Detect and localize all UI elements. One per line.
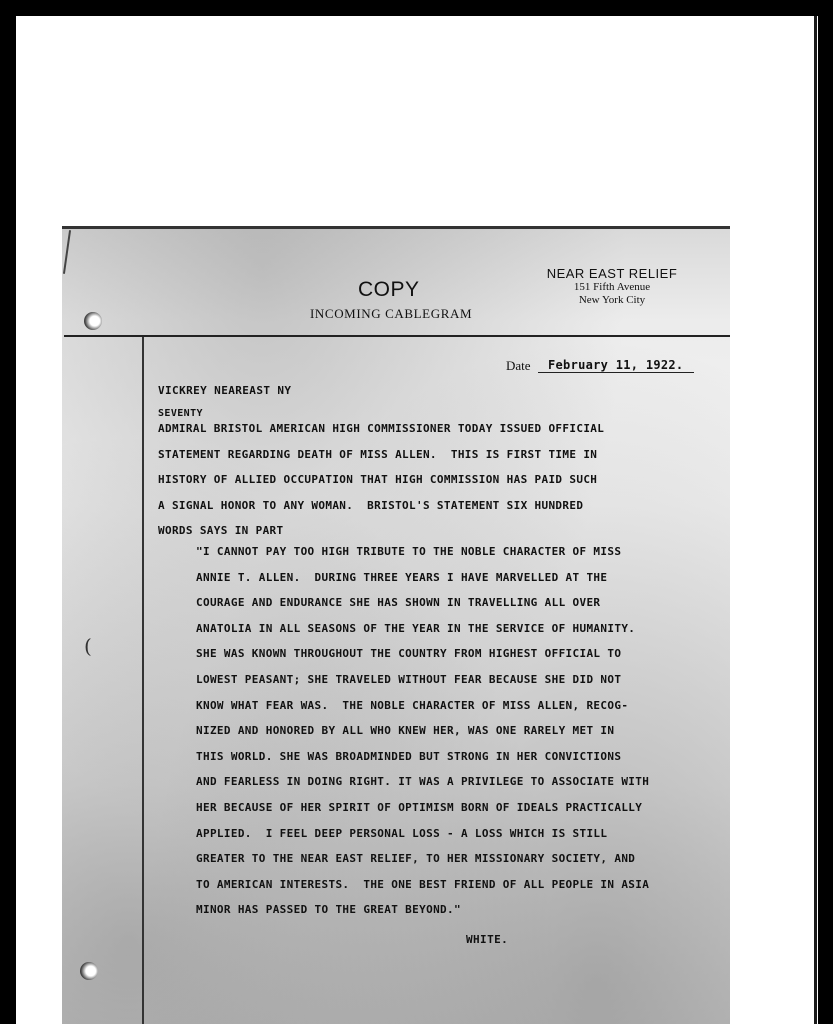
document-top-edge bbox=[62, 226, 730, 229]
quote-line: "I CANNOT PAY TOO HIGH TRIBUTE TO THE NOBLE CHARACTER OF MISS bbox=[196, 545, 622, 558]
body-line: WORDS SAYS IN PART bbox=[158, 524, 284, 538]
body-line: HISTORY OF ALLIED OCCUPATION THAT HIGH COMMISSION HAS PAID SUCH bbox=[158, 473, 598, 487]
margin-mark: ( bbox=[84, 634, 92, 658]
quote-line: HER BECAUSE OF HER SPIRIT OF OPTIMISM BORN OF IDEALS PRACTICALLY bbox=[196, 800, 643, 814]
quote-line: COURAGE AND ENDURANCE SHE HAS SHOWN IN TRAVELLING ALL OVER bbox=[196, 596, 601, 610]
letterhead-organization bbox=[532, 266, 692, 307]
header-rule bbox=[64, 335, 730, 337]
punch-hole-top bbox=[84, 312, 102, 330]
quote-line: APPLIED. I FEEL DEEP PERSONAL LOSS - A LOSS WHICH IS STILL bbox=[196, 826, 608, 840]
quote-line: AND FEARLESS IN DOING RIGHT. IT WAS A PRIVILEGE TO ASSOCIATE WITH bbox=[196, 775, 650, 789]
quote-line: ANATOLIA IN ALL SEASONS OF THE YEAR IN THE SERVICE OF HUMANITY. bbox=[196, 621, 636, 635]
date-label: Date bbox=[506, 358, 531, 373]
date-underline bbox=[538, 372, 694, 373]
quote-line: NIZED AND HONORED BY ALL WHO KNEW HER, WAS ONE RARELY MET IN bbox=[196, 724, 615, 738]
quote-line: ANNIE T. ALLEN. DURING THREE YEARS I HAVE MARVELLED AT THE bbox=[196, 570, 608, 584]
sheet-edge-shadow bbox=[814, 16, 817, 1024]
punch-hole-bottom bbox=[80, 962, 98, 980]
organization-city: New York City bbox=[578, 294, 646, 306]
organization-name: NEAR EAST RELIEF bbox=[546, 266, 678, 281]
body-line: A SIGNAL HONOR TO ANY WOMAN. BRISTOL'S STATEMENT SIX HUNDRED bbox=[158, 498, 584, 512]
body-line: STATEMENT REGARDING DEATH OF MISS ALLEN. THIS IS FIRST TIME IN bbox=[158, 447, 598, 461]
cablegram-subtitle: INCOMING CABLEGRAM bbox=[310, 306, 473, 321]
quoted-statement bbox=[196, 539, 649, 923]
margin-rule bbox=[142, 337, 144, 1024]
quote-line: TO AMERICAN INTERESTS. THE ONE BEST FRIEND OF ALL PEOPLE IN ASIA bbox=[196, 877, 650, 891]
quote-line: LOWEST PEASANT; SHE TRAVELED WITHOUT FEAR BECAUSE SHE DID NOT bbox=[196, 672, 622, 686]
organization-street: 151 Fifth Avenue bbox=[573, 281, 651, 293]
quote-line: KNOW WHAT FEAR WAS. THE NOBLE CHARACTER OF MISS ALLEN, RECOG- bbox=[196, 698, 629, 712]
date-value: February 11, 1922. bbox=[548, 358, 684, 372]
signature: WHITE. bbox=[466, 933, 509, 946]
address-line: VICKREY NEAREAST NY bbox=[158, 384, 292, 397]
quote-line: SHE WAS KNOWN THROUGHOUT THE COUNTRY FROM HIGHEST OFFICIAL TO bbox=[196, 647, 622, 661]
quote-line: MINOR HAS PASSED TO THE GREAT BEYOND." bbox=[196, 903, 461, 917]
cablegram-document bbox=[62, 226, 730, 1024]
copy-title: COPY bbox=[358, 278, 420, 301]
quote-line: GREATER TO THE NEAR EAST RELIEF, TO HER MISSIONARY SOCIETY, AND bbox=[196, 852, 636, 866]
message-body bbox=[158, 416, 604, 544]
code-word: SEVENTY bbox=[158, 408, 203, 419]
body-line: ADMIRAL BRISTOL AMERICAN HIGH COMMISSIONER TODAY ISSUED OFFICIAL bbox=[158, 422, 605, 435]
torn-corner bbox=[63, 230, 71, 274]
quote-line: THIS WORLD. SHE WAS BROADMINDED BUT STRONG IN HER CONVICTIONS bbox=[196, 749, 622, 763]
